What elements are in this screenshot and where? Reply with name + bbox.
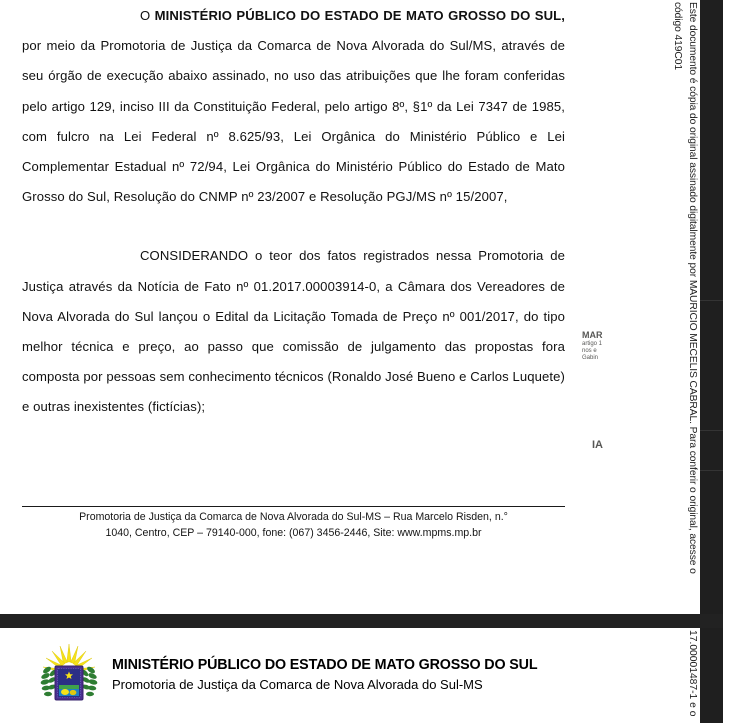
footer-address-line-2: 1040, Centro, CEP – 79140-000, fone: (067) 3456-2446, Site: www.mpms.mp.br — [105, 526, 482, 539]
adjacent-page-preview-sliver-2 — [700, 628, 723, 723]
signature-stamp-line-2: código 419C01 — [672, 2, 683, 70]
paragraph-body-text: CONSIDERANDO o teor dos fatos registrados nessa Promotoria de Justiça através da Notícia de Fato nº 01.2017.00003914-0, a Câmara dos Vereadores de Nova Alvorada do Sul lançou o Edital da Licitação Tomada de Preço nº 001/2017, do tipo melhor técnica e preço, ao passo que comissão de julgamento das propostas fora composta por pessoas sem conhecimento técnicos (Ronaldo José Bueno e Carlos Luquete) e outras inexistentes (fictícias); — [22, 248, 565, 415]
footer-address-line-1: Promotoria de Justiça da Comarca de Nova Alvorada do Sul-MS – Rua Marcelo Risden, n.° — [79, 511, 508, 523]
footer-address — [22, 510, 565, 541]
letterhead — [38, 640, 537, 702]
letterhead-title: MINISTÉRIO PÚBLICO DO ESTADO DE MATO GROSSO DO SUL — [112, 657, 538, 673]
institution-name-bold: MINISTÉRIO PÚBLICO DO ESTADO DE MATO GROSSO DO SUL, — [154, 8, 565, 23]
paragraph-considerando — [22, 241, 565, 422]
ghost-heading: MAR — [582, 330, 603, 340]
document-page-2 — [0, 628, 700, 723]
ghost-mark: IA — [592, 439, 603, 451]
document-body — [22, 0, 565, 423]
ghost-line-3: Gabin — [582, 355, 599, 361]
paragraph-preamble — [22, 1, 565, 212]
digital-signature-stamp-page-2 — [666, 628, 700, 725]
letterhead-text — [112, 640, 537, 693]
signature-stamp-line-1: Este documento é cópia do original assinado digitalmente por MAURICIO MECELIS CABRAL. Para conferir o original, acesse o — [687, 2, 698, 574]
ghost-line-2: nos e — [582, 348, 597, 354]
signature-stamp-line-1: 17.00001487-1 e o — [687, 630, 698, 717]
page-separator-gap — [0, 614, 723, 628]
paragraph-lead-text: O — [140, 8, 155, 23]
footer-divider — [22, 506, 565, 507]
adjacent-page-ghost-text — [582, 330, 732, 362]
digital-signature-stamp-page-1 — [666, 0, 700, 616]
letterhead-subtitle: Promotoria de Justiça da Comarca de Nova Alvorada do Sul-MS — [112, 677, 483, 692]
ghost-line-1: artigo 1 — [582, 341, 603, 347]
coat-of-arms-icon — [38, 640, 100, 702]
paragraph-body-text: por meio da Promotoria de Justiça da Comarca de Nova Alvorada do Sul/MS, através de seu órgão de execução abaixo assinado, no uso das atribuições que lhe foram conferidas pelo artigo 129, inciso III da Constituição Federal, pelo artigo 8º, §1º da Lei 7347 de 1985, com fulcro na Lei Federal nº 8.625/93, Lei Orgânica do Ministério Público e Lei Complementar Estadual nº 72/94, Lei Orgânica do Ministério Público do Estado de Mato Grosso do Sul, Resolução do CNMP nº 23/2007 e Resolução PGJ/MS nº 15/2007, — [22, 38, 565, 205]
